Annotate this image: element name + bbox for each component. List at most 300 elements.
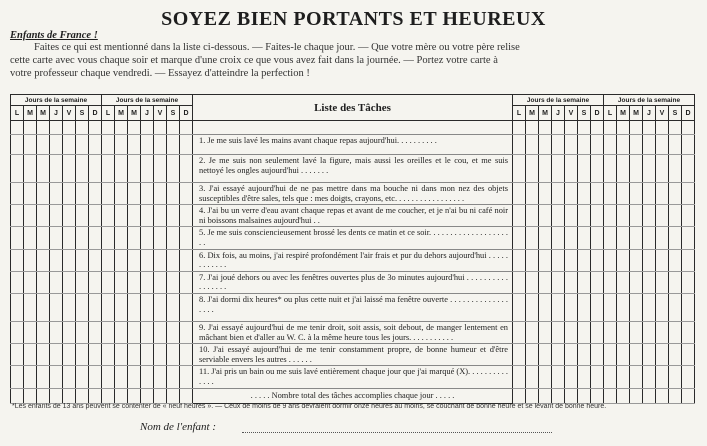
- day-checkbox-cell[interactable]: [102, 366, 115, 388]
- day-checkbox-cell[interactable]: [37, 271, 50, 293]
- day-checkbox-cell[interactable]: [513, 344, 526, 366]
- day-checkbox-cell[interactable]: [76, 121, 89, 135]
- day-checkbox-cell[interactable]: [76, 366, 89, 388]
- day-checkbox-cell[interactable]: [11, 293, 24, 321]
- day-checkbox-cell[interactable]: [591, 155, 604, 183]
- day-checkbox-cell[interactable]: [552, 183, 565, 205]
- day-checkbox-cell[interactable]: [656, 205, 669, 227]
- day-checkbox-cell[interactable]: [643, 155, 656, 183]
- day-checkbox-cell[interactable]: [154, 183, 167, 205]
- day-checkbox-cell[interactable]: [76, 183, 89, 205]
- day-checkbox-cell[interactable]: [682, 155, 695, 183]
- day-checkbox-cell[interactable]: [167, 321, 180, 343]
- day-checkbox-cell[interactable]: [63, 135, 76, 155]
- day-checkbox-cell[interactable]: [167, 344, 180, 366]
- day-checkbox-cell[interactable]: [630, 205, 643, 227]
- day-checkbox-cell[interactable]: [513, 121, 526, 135]
- day-checkbox-cell[interactable]: [128, 366, 141, 388]
- day-checkbox-cell[interactable]: [141, 183, 154, 205]
- day-checkbox-cell[interactable]: [154, 344, 167, 366]
- day-checkbox-cell[interactable]: [526, 321, 539, 343]
- day-checkbox-cell[interactable]: [11, 121, 24, 135]
- day-checkbox-cell[interactable]: [604, 249, 617, 271]
- day-checkbox-cell[interactable]: [37, 121, 50, 135]
- day-checkbox-cell[interactable]: [167, 366, 180, 388]
- day-checkbox-cell[interactable]: [565, 321, 578, 343]
- day-checkbox-cell[interactable]: [141, 366, 154, 388]
- day-checkbox-cell[interactable]: [24, 344, 37, 366]
- day-checkbox-cell[interactable]: [513, 293, 526, 321]
- day-checkbox-cell[interactable]: [167, 271, 180, 293]
- day-checkbox-cell[interactable]: [643, 249, 656, 271]
- day-checkbox-cell[interactable]: [63, 227, 76, 249]
- day-checkbox-cell[interactable]: [89, 249, 102, 271]
- day-checkbox-cell[interactable]: [578, 321, 591, 343]
- day-checkbox-cell[interactable]: [565, 293, 578, 321]
- day-checkbox-cell[interactable]: [128, 321, 141, 343]
- day-checkbox-cell[interactable]: [604, 366, 617, 388]
- day-checkbox-cell[interactable]: [141, 344, 154, 366]
- day-checkbox-cell[interactable]: [643, 227, 656, 249]
- day-checkbox-cell[interactable]: [63, 293, 76, 321]
- day-checkbox-cell[interactable]: [591, 135, 604, 155]
- day-checkbox-cell[interactable]: [669, 366, 682, 388]
- day-checkbox-cell[interactable]: [526, 293, 539, 321]
- day-checkbox-cell[interactable]: [539, 155, 552, 183]
- day-checkbox-cell[interactable]: [604, 344, 617, 366]
- day-checkbox-cell[interactable]: [578, 135, 591, 155]
- day-checkbox-cell[interactable]: [578, 155, 591, 183]
- day-checkbox-cell[interactable]: [513, 155, 526, 183]
- day-checkbox-cell[interactable]: [11, 205, 24, 227]
- day-checkbox-cell[interactable]: [604, 321, 617, 343]
- day-checkbox-cell[interactable]: [617, 183, 630, 205]
- day-checkbox-cell[interactable]: [141, 388, 154, 403]
- day-checkbox-cell[interactable]: [63, 121, 76, 135]
- day-checkbox-cell[interactable]: [630, 121, 643, 135]
- day-checkbox-cell[interactable]: [565, 366, 578, 388]
- day-checkbox-cell[interactable]: [89, 155, 102, 183]
- day-checkbox-cell[interactable]: [128, 227, 141, 249]
- day-checkbox-cell[interactable]: [604, 388, 617, 403]
- day-checkbox-cell[interactable]: [526, 155, 539, 183]
- day-checkbox-cell[interactable]: [682, 227, 695, 249]
- day-checkbox-cell[interactable]: [578, 227, 591, 249]
- day-checkbox-cell[interactable]: [37, 366, 50, 388]
- day-checkbox-cell[interactable]: [591, 183, 604, 205]
- day-checkbox-cell[interactable]: [141, 249, 154, 271]
- day-checkbox-cell[interactable]: [154, 121, 167, 135]
- day-checkbox-cell[interactable]: [539, 135, 552, 155]
- day-checkbox-cell[interactable]: [24, 183, 37, 205]
- day-checkbox-cell[interactable]: [617, 135, 630, 155]
- day-checkbox-cell[interactable]: [102, 321, 115, 343]
- day-checkbox-cell[interactable]: [565, 135, 578, 155]
- day-checkbox-cell[interactable]: [552, 271, 565, 293]
- day-checkbox-cell[interactable]: [682, 249, 695, 271]
- day-checkbox-cell[interactable]: [513, 271, 526, 293]
- day-checkbox-cell[interactable]: [539, 366, 552, 388]
- day-checkbox-cell[interactable]: [89, 366, 102, 388]
- day-checkbox-cell[interactable]: [643, 293, 656, 321]
- day-checkbox-cell[interactable]: [50, 388, 63, 403]
- day-checkbox-cell[interactable]: [565, 388, 578, 403]
- day-checkbox-cell[interactable]: [180, 293, 193, 321]
- day-checkbox-cell[interactable]: [578, 366, 591, 388]
- day-checkbox-cell[interactable]: [578, 271, 591, 293]
- child-name-field[interactable]: [242, 432, 552, 433]
- day-checkbox-cell[interactable]: [604, 205, 617, 227]
- day-checkbox-cell[interactable]: [180, 227, 193, 249]
- day-checkbox-cell[interactable]: [76, 249, 89, 271]
- day-checkbox-cell[interactable]: [102, 227, 115, 249]
- day-checkbox-cell[interactable]: [617, 366, 630, 388]
- day-checkbox-cell[interactable]: [24, 121, 37, 135]
- day-checkbox-cell[interactable]: [115, 293, 128, 321]
- day-checkbox-cell[interactable]: [526, 183, 539, 205]
- day-checkbox-cell[interactable]: [102, 183, 115, 205]
- day-checkbox-cell[interactable]: [669, 249, 682, 271]
- day-checkbox-cell[interactable]: [591, 344, 604, 366]
- day-checkbox-cell[interactable]: [643, 344, 656, 366]
- day-checkbox-cell[interactable]: [167, 183, 180, 205]
- day-checkbox-cell[interactable]: [630, 249, 643, 271]
- day-checkbox-cell[interactable]: [89, 205, 102, 227]
- day-checkbox-cell[interactable]: [604, 227, 617, 249]
- day-checkbox-cell[interactable]: [115, 249, 128, 271]
- day-checkbox-cell[interactable]: [643, 366, 656, 388]
- day-checkbox-cell[interactable]: [50, 205, 63, 227]
- day-checkbox-cell[interactable]: [669, 271, 682, 293]
- day-checkbox-cell[interactable]: [128, 205, 141, 227]
- day-checkbox-cell[interactable]: [180, 155, 193, 183]
- day-checkbox-cell[interactable]: [76, 227, 89, 249]
- day-checkbox-cell[interactable]: [565, 227, 578, 249]
- day-checkbox-cell[interactable]: [63, 321, 76, 343]
- day-checkbox-cell[interactable]: [11, 388, 24, 403]
- day-checkbox-cell[interactable]: [552, 155, 565, 183]
- day-checkbox-cell[interactable]: [539, 271, 552, 293]
- day-checkbox-cell[interactable]: [565, 205, 578, 227]
- day-checkbox-cell[interactable]: [76, 321, 89, 343]
- day-checkbox-cell[interactable]: [63, 388, 76, 403]
- day-checkbox-cell[interactable]: [63, 366, 76, 388]
- day-checkbox-cell[interactable]: [50, 293, 63, 321]
- day-checkbox-cell[interactable]: [154, 249, 167, 271]
- day-checkbox-cell[interactable]: [669, 135, 682, 155]
- day-checkbox-cell[interactable]: [89, 293, 102, 321]
- day-checkbox-cell[interactable]: [115, 388, 128, 403]
- day-checkbox-cell[interactable]: [552, 227, 565, 249]
- day-checkbox-cell[interactable]: [128, 293, 141, 321]
- day-checkbox-cell[interactable]: [539, 227, 552, 249]
- day-checkbox-cell[interactable]: [643, 183, 656, 205]
- day-checkbox-cell[interactable]: [115, 135, 128, 155]
- day-checkbox-cell[interactable]: [656, 155, 669, 183]
- day-checkbox-cell[interactable]: [591, 366, 604, 388]
- day-checkbox-cell[interactable]: [76, 155, 89, 183]
- day-checkbox-cell[interactable]: [180, 344, 193, 366]
- day-checkbox-cell[interactable]: [154, 135, 167, 155]
- day-checkbox-cell[interactable]: [37, 155, 50, 183]
- day-checkbox-cell[interactable]: [76, 135, 89, 155]
- day-checkbox-cell[interactable]: [682, 344, 695, 366]
- day-checkbox-cell[interactable]: [89, 183, 102, 205]
- day-checkbox-cell[interactable]: [76, 205, 89, 227]
- day-checkbox-cell[interactable]: [24, 271, 37, 293]
- day-checkbox-cell[interactable]: [526, 135, 539, 155]
- day-checkbox-cell[interactable]: [128, 155, 141, 183]
- day-checkbox-cell[interactable]: [89, 271, 102, 293]
- day-checkbox-cell[interactable]: [128, 344, 141, 366]
- day-checkbox-cell[interactable]: [128, 135, 141, 155]
- day-checkbox-cell[interactable]: [24, 205, 37, 227]
- day-checkbox-cell[interactable]: [682, 183, 695, 205]
- day-checkbox-cell[interactable]: [24, 155, 37, 183]
- day-checkbox-cell[interactable]: [552, 366, 565, 388]
- day-checkbox-cell[interactable]: [154, 388, 167, 403]
- day-checkbox-cell[interactable]: [154, 271, 167, 293]
- day-checkbox-cell[interactable]: [102, 388, 115, 403]
- day-checkbox-cell[interactable]: [11, 344, 24, 366]
- day-checkbox-cell[interactable]: [617, 388, 630, 403]
- day-checkbox-cell[interactable]: [115, 155, 128, 183]
- day-checkbox-cell[interactable]: [552, 121, 565, 135]
- day-checkbox-cell[interactable]: [656, 183, 669, 205]
- day-checkbox-cell[interactable]: [115, 271, 128, 293]
- day-checkbox-cell[interactable]: [617, 293, 630, 321]
- day-checkbox-cell[interactable]: [180, 135, 193, 155]
- day-checkbox-cell[interactable]: [630, 293, 643, 321]
- day-checkbox-cell[interactable]: [180, 321, 193, 343]
- day-checkbox-cell[interactable]: [154, 227, 167, 249]
- day-checkbox-cell[interactable]: [669, 205, 682, 227]
- day-checkbox-cell[interactable]: [669, 155, 682, 183]
- day-checkbox-cell[interactable]: [154, 321, 167, 343]
- day-checkbox-cell[interactable]: [11, 321, 24, 343]
- day-checkbox-cell[interactable]: [11, 249, 24, 271]
- day-checkbox-cell[interactable]: [141, 155, 154, 183]
- day-checkbox-cell[interactable]: [630, 321, 643, 343]
- day-checkbox-cell[interactable]: [617, 344, 630, 366]
- day-checkbox-cell[interactable]: [50, 344, 63, 366]
- day-checkbox-cell[interactable]: [526, 388, 539, 403]
- day-checkbox-cell[interactable]: [63, 249, 76, 271]
- day-checkbox-cell[interactable]: [617, 205, 630, 227]
- day-checkbox-cell[interactable]: [63, 155, 76, 183]
- day-checkbox-cell[interactable]: [617, 155, 630, 183]
- day-checkbox-cell[interactable]: [115, 321, 128, 343]
- day-checkbox-cell[interactable]: [630, 135, 643, 155]
- day-checkbox-cell[interactable]: [617, 321, 630, 343]
- day-checkbox-cell[interactable]: [630, 271, 643, 293]
- day-checkbox-cell[interactable]: [128, 388, 141, 403]
- day-checkbox-cell[interactable]: [154, 155, 167, 183]
- day-checkbox-cell[interactable]: [682, 293, 695, 321]
- day-checkbox-cell[interactable]: [89, 121, 102, 135]
- day-checkbox-cell[interactable]: [141, 293, 154, 321]
- day-checkbox-cell[interactable]: [643, 321, 656, 343]
- day-checkbox-cell[interactable]: [552, 388, 565, 403]
- day-checkbox-cell[interactable]: [539, 293, 552, 321]
- day-checkbox-cell[interactable]: [513, 388, 526, 403]
- day-checkbox-cell[interactable]: [37, 344, 50, 366]
- day-checkbox-cell[interactable]: [37, 135, 50, 155]
- day-checkbox-cell[interactable]: [37, 183, 50, 205]
- day-checkbox-cell[interactable]: [11, 227, 24, 249]
- day-checkbox-cell[interactable]: [89, 321, 102, 343]
- day-checkbox-cell[interactable]: [539, 183, 552, 205]
- day-checkbox-cell[interactable]: [565, 344, 578, 366]
- day-checkbox-cell[interactable]: [604, 121, 617, 135]
- day-checkbox-cell[interactable]: [24, 388, 37, 403]
- day-checkbox-cell[interactable]: [669, 344, 682, 366]
- day-checkbox-cell[interactable]: [643, 388, 656, 403]
- day-checkbox-cell[interactable]: [565, 249, 578, 271]
- day-checkbox-cell[interactable]: [102, 249, 115, 271]
- day-checkbox-cell[interactable]: [102, 205, 115, 227]
- day-checkbox-cell[interactable]: [115, 366, 128, 388]
- day-checkbox-cell[interactable]: [102, 271, 115, 293]
- day-checkbox-cell[interactable]: [630, 366, 643, 388]
- day-checkbox-cell[interactable]: [630, 388, 643, 403]
- day-checkbox-cell[interactable]: [617, 227, 630, 249]
- day-checkbox-cell[interactable]: [180, 205, 193, 227]
- day-checkbox-cell[interactable]: [141, 205, 154, 227]
- day-checkbox-cell[interactable]: [682, 321, 695, 343]
- day-checkbox-cell[interactable]: [656, 366, 669, 388]
- day-checkbox-cell[interactable]: [50, 135, 63, 155]
- day-checkbox-cell[interactable]: [167, 249, 180, 271]
- day-checkbox-cell[interactable]: [50, 249, 63, 271]
- day-checkbox-cell[interactable]: [578, 344, 591, 366]
- day-checkbox-cell[interactable]: [180, 388, 193, 403]
- day-checkbox-cell[interactable]: [76, 388, 89, 403]
- day-checkbox-cell[interactable]: [102, 121, 115, 135]
- day-checkbox-cell[interactable]: [89, 227, 102, 249]
- day-checkbox-cell[interactable]: [539, 249, 552, 271]
- day-checkbox-cell[interactable]: [656, 135, 669, 155]
- day-checkbox-cell[interactable]: [604, 135, 617, 155]
- day-checkbox-cell[interactable]: [578, 183, 591, 205]
- day-checkbox-cell[interactable]: [513, 183, 526, 205]
- day-checkbox-cell[interactable]: [656, 344, 669, 366]
- day-checkbox-cell[interactable]: [180, 183, 193, 205]
- day-checkbox-cell[interactable]: [513, 366, 526, 388]
- day-checkbox-cell[interactable]: [167, 155, 180, 183]
- day-checkbox-cell[interactable]: [141, 135, 154, 155]
- day-checkbox-cell[interactable]: [89, 135, 102, 155]
- day-checkbox-cell[interactable]: [591, 121, 604, 135]
- day-checkbox-cell[interactable]: [180, 366, 193, 388]
- day-checkbox-cell[interactable]: [578, 205, 591, 227]
- day-checkbox-cell[interactable]: [552, 321, 565, 343]
- day-checkbox-cell[interactable]: [11, 183, 24, 205]
- day-checkbox-cell[interactable]: [643, 205, 656, 227]
- day-checkbox-cell[interactable]: [630, 344, 643, 366]
- day-checkbox-cell[interactable]: [154, 205, 167, 227]
- day-checkbox-cell[interactable]: [11, 271, 24, 293]
- day-checkbox-cell[interactable]: [102, 135, 115, 155]
- day-checkbox-cell[interactable]: [565, 121, 578, 135]
- day-checkbox-cell[interactable]: [167, 293, 180, 321]
- day-checkbox-cell[interactable]: [50, 183, 63, 205]
- day-checkbox-cell[interactable]: [591, 205, 604, 227]
- day-checkbox-cell[interactable]: [141, 321, 154, 343]
- day-checkbox-cell[interactable]: [513, 135, 526, 155]
- day-checkbox-cell[interactable]: [682, 121, 695, 135]
- day-checkbox-cell[interactable]: [682, 205, 695, 227]
- day-checkbox-cell[interactable]: [180, 249, 193, 271]
- day-checkbox-cell[interactable]: [591, 293, 604, 321]
- day-checkbox-cell[interactable]: [604, 155, 617, 183]
- day-checkbox-cell[interactable]: [643, 121, 656, 135]
- day-checkbox-cell[interactable]: [50, 271, 63, 293]
- day-checkbox-cell[interactable]: [154, 366, 167, 388]
- day-checkbox-cell[interactable]: [552, 293, 565, 321]
- day-checkbox-cell[interactable]: [630, 155, 643, 183]
- day-checkbox-cell[interactable]: [37, 293, 50, 321]
- day-checkbox-cell[interactable]: [11, 135, 24, 155]
- day-checkbox-cell[interactable]: [539, 344, 552, 366]
- day-checkbox-cell[interactable]: [643, 271, 656, 293]
- day-checkbox-cell[interactable]: [154, 293, 167, 321]
- day-checkbox-cell[interactable]: [526, 227, 539, 249]
- day-checkbox-cell[interactable]: [591, 321, 604, 343]
- day-checkbox-cell[interactable]: [539, 205, 552, 227]
- day-checkbox-cell[interactable]: [24, 227, 37, 249]
- day-checkbox-cell[interactable]: [617, 271, 630, 293]
- day-checkbox-cell[interactable]: [526, 344, 539, 366]
- day-checkbox-cell[interactable]: [102, 344, 115, 366]
- day-checkbox-cell[interactable]: [591, 388, 604, 403]
- day-checkbox-cell[interactable]: [552, 135, 565, 155]
- day-checkbox-cell[interactable]: [115, 205, 128, 227]
- day-checkbox-cell[interactable]: [180, 121, 193, 135]
- day-checkbox-cell[interactable]: [513, 249, 526, 271]
- day-checkbox-cell[interactable]: [682, 388, 695, 403]
- day-checkbox-cell[interactable]: [604, 183, 617, 205]
- day-checkbox-cell[interactable]: [578, 249, 591, 271]
- day-checkbox-cell[interactable]: [11, 366, 24, 388]
- day-checkbox-cell[interactable]: [604, 293, 617, 321]
- day-checkbox-cell[interactable]: [115, 344, 128, 366]
- day-checkbox-cell[interactable]: [50, 321, 63, 343]
- day-checkbox-cell[interactable]: [526, 249, 539, 271]
- day-checkbox-cell[interactable]: [50, 121, 63, 135]
- day-checkbox-cell[interactable]: [128, 249, 141, 271]
- day-checkbox-cell[interactable]: [552, 344, 565, 366]
- day-checkbox-cell[interactable]: [669, 183, 682, 205]
- day-checkbox-cell[interactable]: [656, 121, 669, 135]
- day-checkbox-cell[interactable]: [63, 183, 76, 205]
- day-checkbox-cell[interactable]: [167, 121, 180, 135]
- day-checkbox-cell[interactable]: [526, 121, 539, 135]
- day-checkbox-cell[interactable]: [643, 135, 656, 155]
- day-checkbox-cell[interactable]: [167, 135, 180, 155]
- day-checkbox-cell[interactable]: [552, 249, 565, 271]
- day-checkbox-cell[interactable]: [63, 205, 76, 227]
- day-checkbox-cell[interactable]: [656, 249, 669, 271]
- day-checkbox-cell[interactable]: [565, 183, 578, 205]
- day-checkbox-cell[interactable]: [141, 271, 154, 293]
- day-checkbox-cell[interactable]: [578, 388, 591, 403]
- day-checkbox-cell[interactable]: [180, 271, 193, 293]
- day-checkbox-cell[interactable]: [669, 227, 682, 249]
- day-checkbox-cell[interactable]: [76, 293, 89, 321]
- day-checkbox-cell[interactable]: [591, 249, 604, 271]
- day-checkbox-cell[interactable]: [89, 388, 102, 403]
